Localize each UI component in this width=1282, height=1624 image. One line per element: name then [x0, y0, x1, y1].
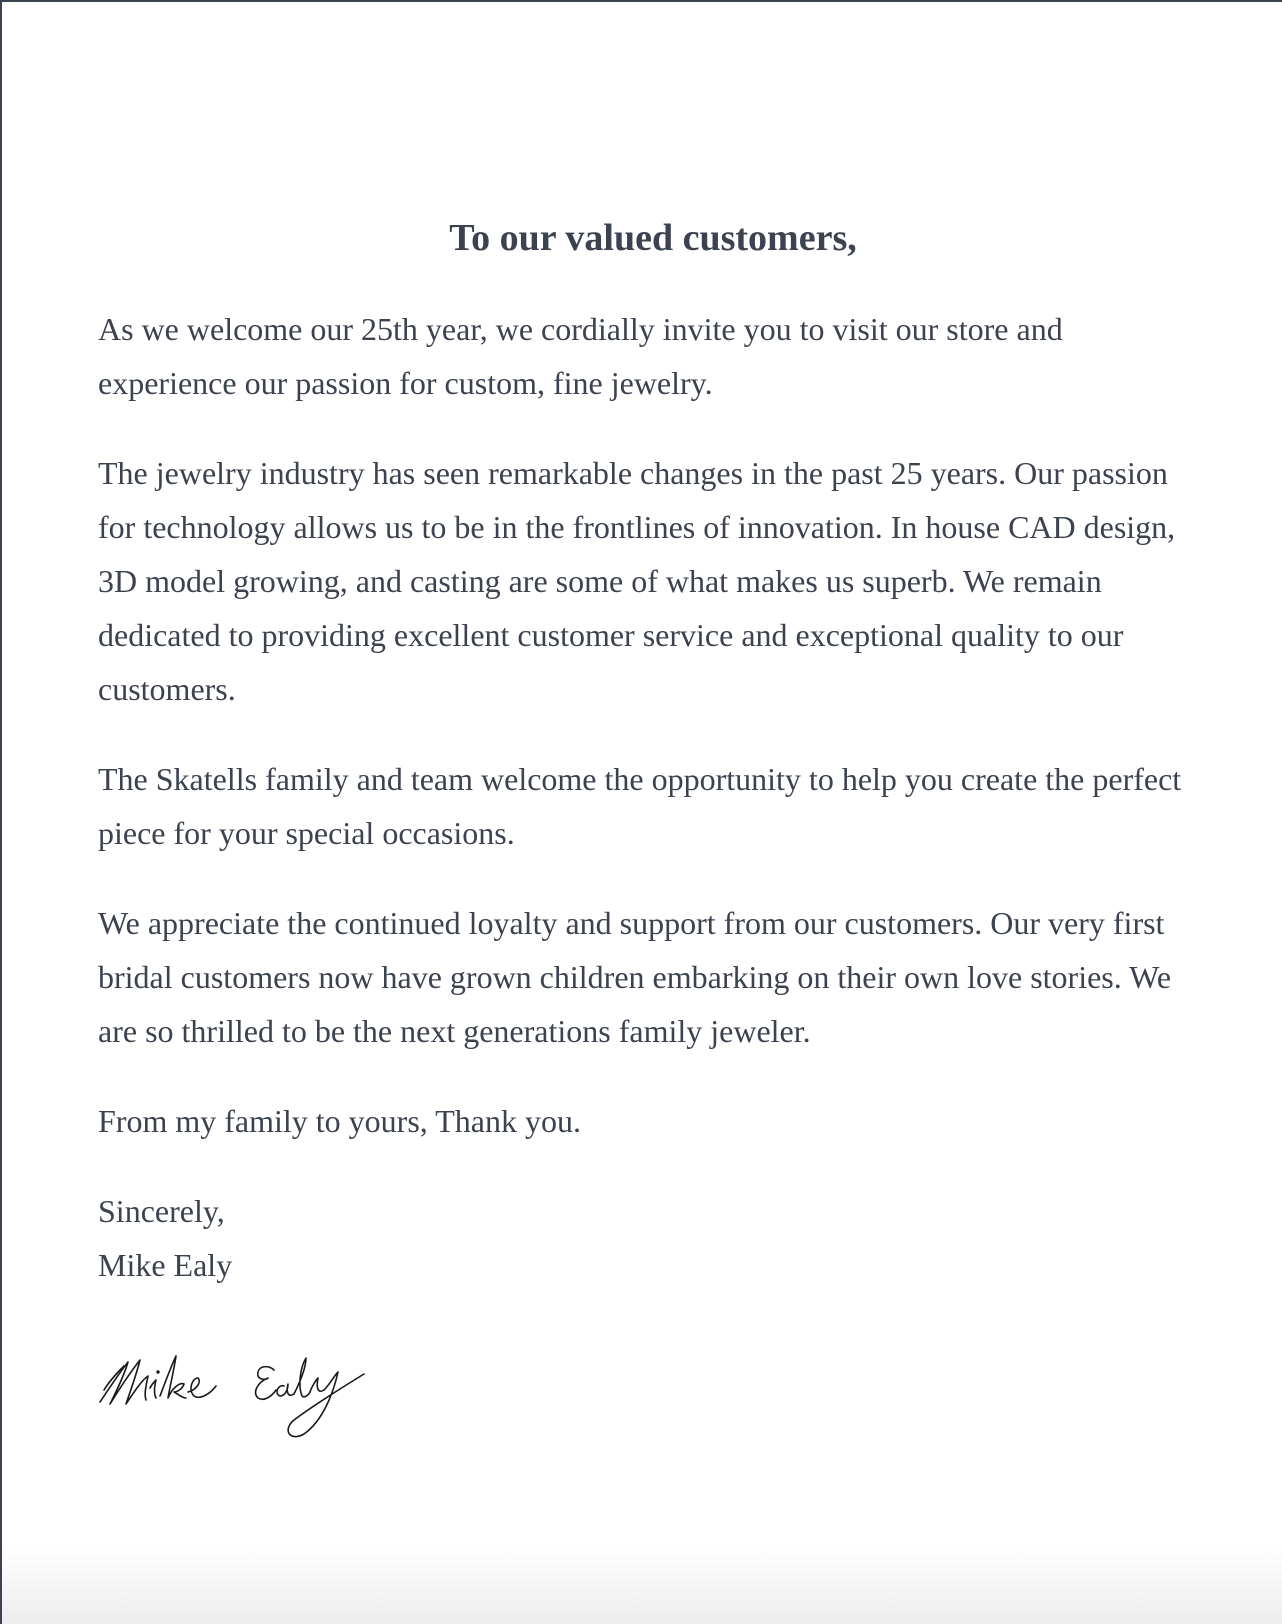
closing-name: Mike Ealy — [98, 1247, 233, 1283]
paragraph-industry: The jewelry industry has seen remarkable changes in the past 25 years. Our passion for technology allows us to be in the frontlines of innovation. In house CAD design, 3D model growing, and casting are some of what makes us superb. We remain dedicated to providing excellent customer service and exceptional quality to our customers. — [98, 455, 1176, 707]
closing-salutation: Sincerely, — [98, 1193, 225, 1229]
closing-block — [98, 1184, 1208, 1292]
paragraph-loyalty: We appreciate the continued loyalty and support from our customers. Our very first bridal customers now have grown children embarking on their own love stories. We are so thrilled to be the next generations family jeweler. — [98, 905, 1172, 1049]
paragraph-intro: As we welcome our 25th year, we cordially invite you to visit our store and experience our passion for custom, fine jewelry. — [98, 311, 1063, 401]
paragraph-thank-you: From my family to yours, Thank you. — [98, 1103, 581, 1139]
handwritten-signature — [98, 1350, 378, 1450]
paragraph-family-team: The Skatells family and team welcome the opportunity to help you create the perfect piece for your special occasions. — [98, 761, 1182, 851]
letter-title: To our valued customers, — [449, 217, 857, 259]
letter-body — [98, 214, 1208, 1292]
